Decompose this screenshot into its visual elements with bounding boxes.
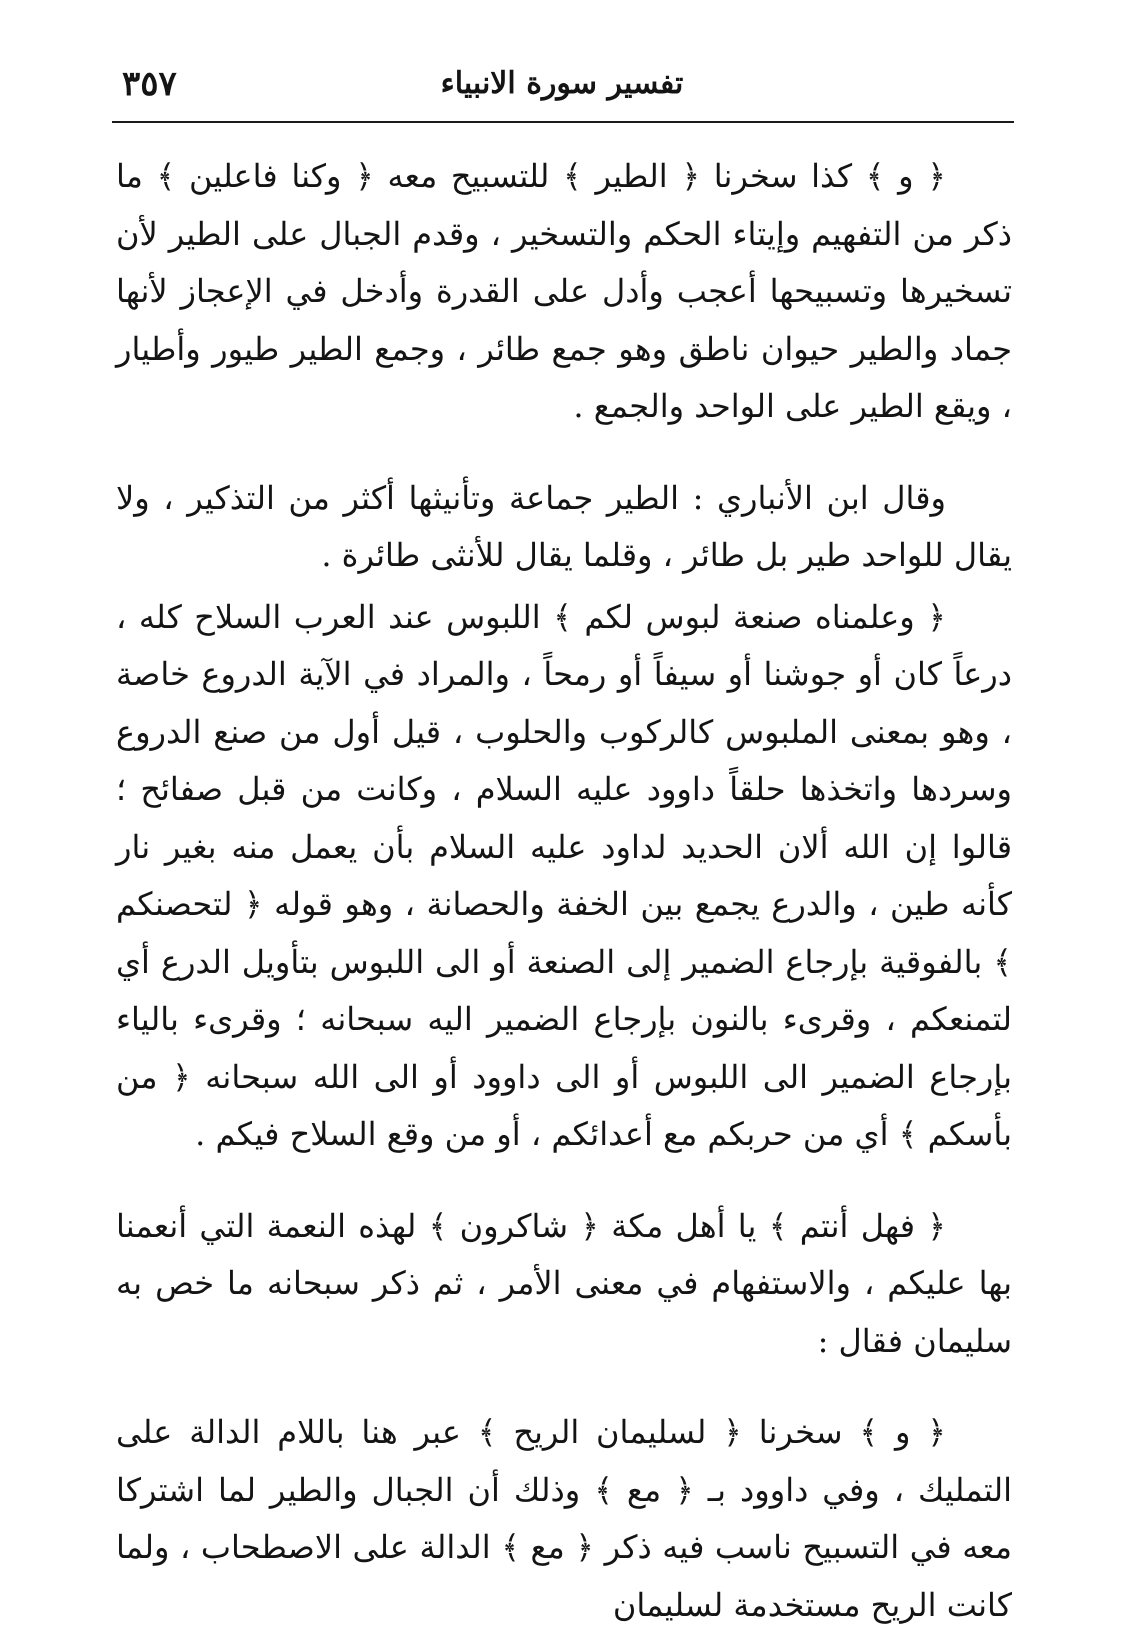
- paragraph-gap: [116, 436, 1012, 470]
- body-text: [116, 148, 1012, 1634]
- paragraph-gratitude: ﴿ فهل أنتم ﴾ يا أهل مكة ﴿ شاكرون ﴾ لهذه النعمة التي أنعمنا بها عليكم ، والاستفهام في معنى الأمر ، ثم ذكر سبحانه ما خص به سليمان فقال :: [116, 1206, 1012, 1360]
- paragraph-birds: ﴿ و ﴾ كذا سخرنا ﴿ الطير ﴾ للتسبيح معه ﴿ وكنا فاعلين ﴾ ما ذكر من التفهيم وإيتاء الحكم والتسخير ، وقدم الجبال على الطير لأن تسخيرها وتسبيحها أعجب وأدل على القدرة وأدخل في الإعجاز لأنها جماد والطير حيوان ناطق وهو جمع طائر ، وجمع الطير طيور وأطيار ، ويقع الطير على الواحد والجمع .: [116, 157, 1013, 425]
- page-number: ٣٥٧: [122, 64, 177, 104]
- paragraph-gap: [116, 1370, 1012, 1404]
- paragraph-gap: [116, 1164, 1012, 1198]
- page-header: [112, 58, 1012, 116]
- paragraph-wind: ﴿ و ﴾ سخرنا ﴿ لسليمان الريح ﴾ عبر هنا باللام الدالة على التمليك ، وفي داوود بـ ﴿ مع ﴾ وذلك أن الجبال والطير لما اشتركا معه في التسبيح ناسب فيه ذكر ﴿ مع ﴾ الدالة على الاصطحاب ، ولما كانت الريح مستخدمة لسليمان: [116, 1413, 1012, 1624]
- paragraph-ibn-al-anbari: وقال ابن الأنباري : الطير جماعة وتأنيثها أكثر من التذكير ، ولا يقال للواحد طير بل طائر ، وقلما يقال للأنثى طائرة .: [116, 478, 1012, 574]
- header-divider: [112, 121, 1014, 123]
- running-title: تفسير سورة الانبياء: [440, 66, 684, 101]
- paragraph-armor: ﴿ وعلمناه صنعة لبوس لكم ﴾ اللبوس عند العرب السلاح كله ، درعاً كان أو جوشنا أو سيفاً أو رمحاً ، والمراد في الآية الدروع خاصة ، وهو بمعنى الملبوس كالركوب والحلوب ، قيل أول من صنع الدروع وسردها واتخذها حلقاً داوود عليه السلام ، وكانت من قبل صفائح ؛ قالوا إن الله ألان الحديد لداود عليه السلام بأن يعمل منه بغير نار كأنه طين ، والدرع يجمع بين الخفة والحصانة ، وهو قوله ﴿ لتحصنكم ﴾ بالفوقية بإرجاع الضمير إلى الصنعة أو الى اللبوس بتأويل الدرع أي لتمنعكم ، وقرىء بالنون بإرجاع الضمير اليه سبحانه ؛ وقرىء بالياء بإرجاع الضمير الى اللبوس أو الى داوود أو الى الله سبحانه ﴿ من بأسكم ﴾ أي من حربكم مع أعدائكم ، أو من وقع السلاح فيكم .: [116, 597, 1013, 1153]
